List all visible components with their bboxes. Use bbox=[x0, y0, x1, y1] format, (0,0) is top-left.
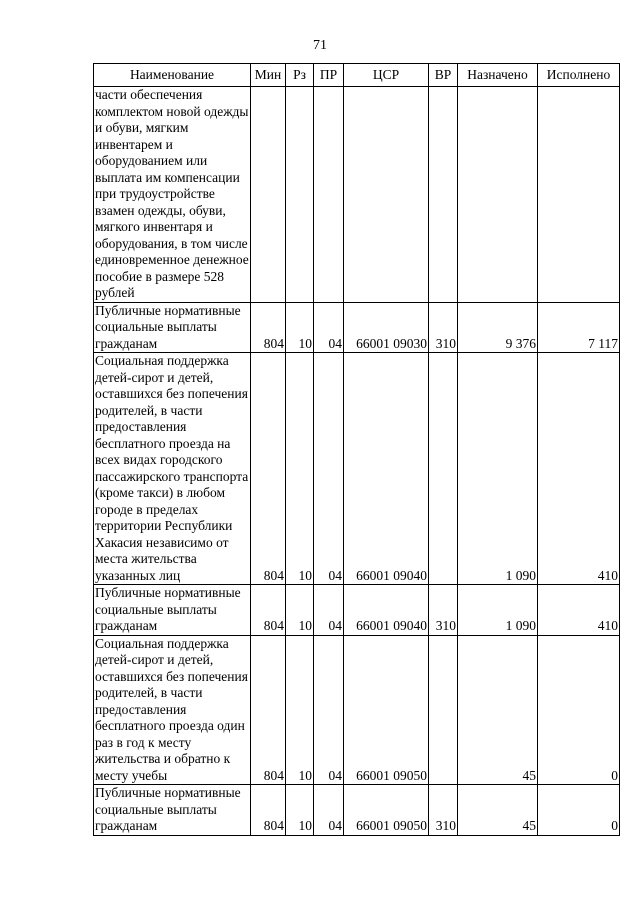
row-min: 804 bbox=[251, 353, 286, 585]
row-executed: 410 bbox=[538, 585, 620, 636]
header-csr: ЦСР bbox=[344, 64, 429, 87]
table-row bbox=[94, 585, 620, 636]
header-min: Мин bbox=[251, 64, 286, 87]
row-rz: 10 bbox=[286, 635, 314, 785]
row-name: части обеспечения комплектом новой одежды и обуви, мягким инвентарем и оборудованием или выплата им компенсации при трудоустройстве взамен одежды, обуви, мягкого инвентаря и оборудования, в том числе единовременное денежное пособие в размере 528 рублей bbox=[95, 87, 249, 300]
table-row bbox=[94, 785, 620, 836]
row-executed bbox=[538, 87, 620, 303]
header-executed: Исполнено bbox=[538, 64, 620, 87]
row-assigned: 1 090 bbox=[458, 353, 538, 585]
header-vr: ВР bbox=[429, 64, 458, 87]
row-csr: 66001 09040 bbox=[344, 353, 429, 585]
table-row bbox=[94, 87, 620, 303]
row-executed: 410 bbox=[538, 353, 620, 585]
row-name: Социальная поддержка детей-сирот и детей, оставшихся без попечения родителей, в части предоставления бесплатного проезда один раз в год к месту жительства и обратно к месту учебы bbox=[94, 635, 251, 785]
header-pr: ПР bbox=[314, 64, 344, 87]
row-pr: 04 bbox=[314, 302, 344, 353]
header-assigned: Назначено bbox=[458, 64, 538, 87]
row-vr bbox=[429, 353, 458, 585]
row-pr: 04 bbox=[314, 635, 344, 785]
table-row bbox=[94, 635, 620, 785]
table-row bbox=[94, 302, 620, 353]
row-csr: 66001 09040 bbox=[344, 585, 429, 636]
row-name: Публичные нормативные социальные выплаты гражданам bbox=[94, 785, 251, 836]
row-vr: 310 bbox=[429, 302, 458, 353]
row-executed: 7 117 bbox=[538, 302, 620, 353]
row-executed: 0 bbox=[538, 635, 620, 785]
row-executed: 0 bbox=[538, 785, 620, 836]
header-rz: Рз bbox=[286, 64, 314, 87]
row-vr: 310 bbox=[429, 785, 458, 836]
row-vr bbox=[429, 87, 458, 303]
row-vr: 310 bbox=[429, 585, 458, 636]
row-rz: 10 bbox=[286, 302, 314, 353]
row-min bbox=[251, 87, 286, 303]
table-header-row bbox=[94, 64, 620, 87]
row-assigned bbox=[458, 87, 538, 303]
row-name: Публичные нормативные социальные выплаты гражданам bbox=[94, 302, 251, 353]
row-csr: 66001 09030 bbox=[344, 302, 429, 353]
row-name: Публичные нормативные социальные выплаты гражданам bbox=[94, 585, 251, 636]
row-rz bbox=[286, 87, 314, 303]
row-pr: 04 bbox=[314, 585, 344, 636]
row-name: Социальная поддержка детей-сирот и детей, оставшихся без попечения родителей, в части предоставления бесплатного проезда на всех видах городского пассажирского транспорта (кроме такси) в любом городе в пределах территории Республики Хакасия независимо от места жительства указанных лиц bbox=[94, 353, 251, 585]
row-assigned: 1 090 bbox=[458, 585, 538, 636]
row-min: 804 bbox=[251, 302, 286, 353]
page-number: 71 bbox=[313, 38, 327, 53]
row-min: 804 bbox=[251, 635, 286, 785]
row-rz: 10 bbox=[286, 785, 314, 836]
row-csr: 66001 09050 bbox=[344, 785, 429, 836]
row-pr bbox=[314, 87, 344, 303]
budget-table bbox=[93, 63, 620, 836]
row-pr: 04 bbox=[314, 353, 344, 585]
row-pr: 04 bbox=[314, 785, 344, 836]
row-min: 804 bbox=[251, 785, 286, 836]
row-rz: 10 bbox=[286, 585, 314, 636]
row-rz: 10 bbox=[286, 353, 314, 585]
header-name: Наименование bbox=[94, 64, 251, 87]
row-csr bbox=[344, 87, 429, 303]
row-vr bbox=[429, 635, 458, 785]
row-assigned: 45 bbox=[458, 785, 538, 836]
row-min: 804 bbox=[251, 585, 286, 636]
row-assigned: 9 376 bbox=[458, 302, 538, 353]
table-row bbox=[94, 353, 620, 585]
row-assigned: 45 bbox=[458, 635, 538, 785]
row-csr: 66001 09050 bbox=[344, 635, 429, 785]
